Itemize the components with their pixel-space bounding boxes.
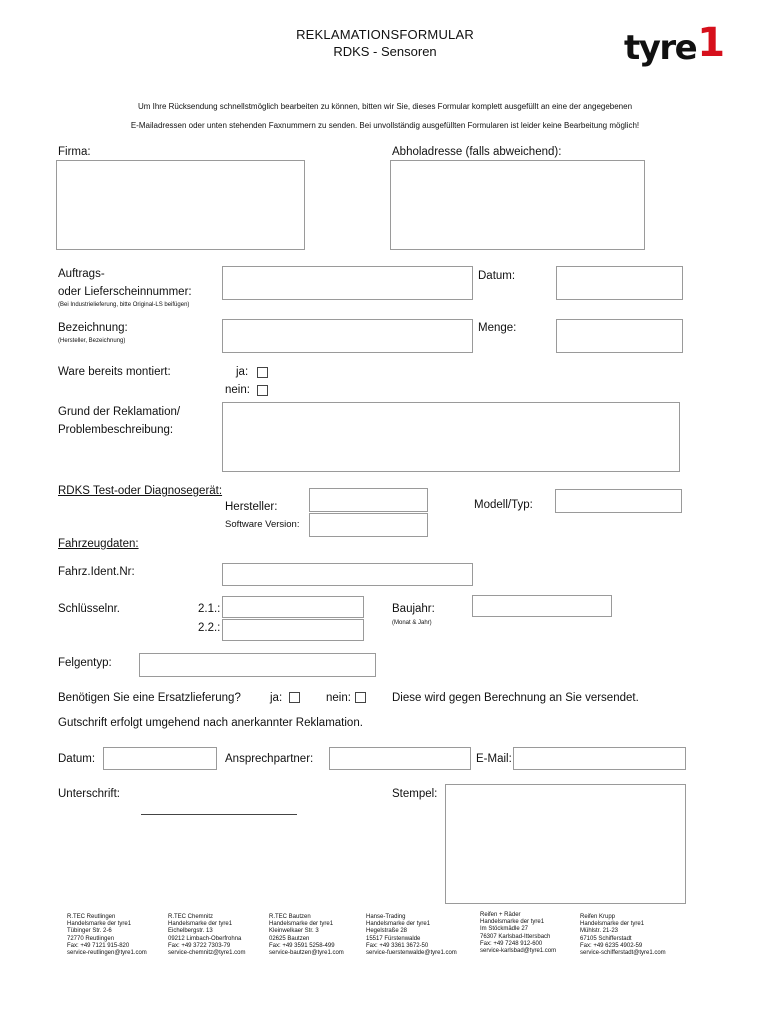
- schluessel-21-field[interactable]: [222, 596, 364, 618]
- montiert-ja-label: ja:: [236, 366, 249, 378]
- ersatzlieferung-label: Benötigen Sie eine Ersatzlieferung?: [58, 692, 241, 704]
- modell-typ-label: Modell/Typ:: [474, 499, 533, 511]
- footer-address-bautzen: R.TEC Bautzen Handelsmarke der tyre1 Kleinwelkaer Str. 3 02625 Bautzen Fax: +49 3591 5258-499 service-bautzen@tyre1.com: [269, 914, 344, 957]
- tyre1-logo: [624, 20, 724, 68]
- auftrags-label-1: Auftrags-: [58, 268, 105, 280]
- ersatz-ja-checkbox[interactable]: [289, 692, 300, 703]
- gutschrift-text: Gutschrift erfolgt umgehend nach anerkannter Reklamation.: [58, 717, 363, 729]
- intro-line-2: E-Mailadressen oder unten stehenden Faxnummern zu senden. Bei unvollständig ausgefüllten Formularen ist leider keine Bearbeitung möglich!: [130, 121, 640, 130]
- schluessel-22-label: 2.2.:: [198, 622, 221, 634]
- ersatz-ja-label: ja:: [270, 692, 283, 704]
- montiert-nein-label: nein:: [225, 384, 250, 396]
- grund-label-2: Problembeschreibung:: [58, 424, 174, 436]
- montiert-ja-checkbox[interactable]: [257, 367, 268, 378]
- schluessel-22-field[interactable]: [222, 619, 364, 641]
- abholadresse-label: Abholadresse (falls abweichend):: [392, 146, 562, 158]
- firma-field[interactable]: [56, 160, 305, 250]
- modell-typ-field[interactable]: [555, 489, 682, 513]
- hersteller-field[interactable]: [309, 488, 428, 512]
- menge-label: Menge:: [478, 322, 517, 334]
- datum2-field[interactable]: [103, 747, 217, 770]
- intro-line-1: Um Ihre Rücksendung schnellstmöglich bearbeiten zu können, bitten wir Sie, dieses Formular komplett ausgefüllt an eine der angegebenen: [137, 102, 633, 111]
- logo-text: tyre: [624, 28, 697, 68]
- rdks-test-heading: RDKS Test-oder Diagnosegerät:: [58, 485, 223, 497]
- menge-field[interactable]: [556, 319, 683, 353]
- baujahr-hint: (Monat & Jahr): [392, 620, 432, 626]
- baujahr-label: Baujahr:: [392, 603, 435, 615]
- form-subtitle: RDKS - Sensoren: [333, 44, 437, 59]
- montiert-nein-checkbox[interactable]: [257, 385, 268, 396]
- fahrz-ident-field[interactable]: [222, 563, 473, 586]
- firma-label: Firma:: [58, 146, 91, 158]
- unterschrift-line[interactable]: [141, 814, 297, 815]
- email-field[interactable]: [513, 747, 686, 770]
- auftrags-field[interactable]: [222, 266, 473, 300]
- schluesselnr-label: Schlüsselnr.: [58, 603, 121, 615]
- stempel-label: Stempel:: [392, 788, 438, 800]
- footer-address-reutlingen: R.TEC Reutlingen Handelsmarke der tyre1 Tübinger Str. 2-6 72770 Reutlingen Fax: +49 7121 915-820 service-reutlingen@tyre1.com: [67, 914, 147, 957]
- bezeichnung-label: Bezeichnung:: [58, 322, 128, 334]
- schluessel-21-label: 2.1.:: [198, 603, 221, 615]
- bezeichnung-hint: (Hersteller, Bezeichnung): [58, 338, 126, 344]
- unterschrift-label: Unterschrift:: [58, 788, 120, 800]
- ersatz-nein-label: nein:: [326, 692, 351, 704]
- auftrags-hint: (Bei Industrielieferung, bitte Original-LS beifügen): [58, 302, 190, 308]
- datum-field[interactable]: [556, 266, 683, 300]
- footer-address-karlsbad: Reifen + Räder Handelsmarke der tyre1 Im Stöckmädle 27 76307 Karlsbad-Ittersbach Fax: +49 7248 912-600 service-karlsbad@tyre1.com: [480, 912, 557, 955]
- datum-label: Datum:: [478, 270, 516, 282]
- ansprechpartner-field[interactable]: [329, 747, 471, 770]
- fahrzeugdaten-heading: Fahrzeugdaten:: [58, 538, 139, 550]
- datum2-label: Datum:: [58, 753, 96, 765]
- grund-field[interactable]: [222, 402, 680, 472]
- ware-montiert-label: Ware bereits montiert:: [58, 366, 171, 378]
- footer-address-chemnitz: R.TEC Chemnitz Handelsmarke der tyre1 Eichelbergstr. 13 09212 Limbach-Oberfrohna Fax: +49 3722 7303-79 service-chemnitz@tyre1.com: [168, 914, 246, 957]
- footer-address-schifferstadt: Reifen Krupp Handelsmarke der tyre1 Mühlstr. 21-23 67105 Schifferstadt Fax: +49 6235 4902-59 service-schifferstadt@tyre1.com: [580, 914, 666, 957]
- grund-label-1: Grund der Reklamation/: [58, 406, 181, 418]
- stempel-field[interactable]: [445, 784, 686, 904]
- ersatz-nein-checkbox[interactable]: [355, 692, 366, 703]
- software-version-field[interactable]: [309, 513, 428, 537]
- bezeichnung-field[interactable]: [222, 319, 473, 353]
- logo-digit: 1: [697, 20, 724, 66]
- felgentyp-field[interactable]: [139, 653, 376, 677]
- fahrz-ident-label: Fahrz.Ident.Nr:: [58, 566, 135, 578]
- felgentyp-label: Felgentyp:: [58, 657, 112, 669]
- abholadresse-field[interactable]: [390, 160, 645, 250]
- hersteller-label: Hersteller:: [225, 501, 278, 513]
- email-label: E-Mail:: [476, 753, 512, 765]
- baujahr-field[interactable]: [472, 595, 612, 617]
- software-version-label: Software Version:: [225, 519, 300, 530]
- auftrags-label-2: oder Lieferscheinnummer:: [58, 286, 192, 298]
- form-title: REKLAMATIONSFORMULAR: [296, 27, 474, 42]
- footer-address-fuerstenwalde: Hanse-Trading Handelsmarke der tyre1 Hegelstraße 28 15517 Fürstenwalde Fax: +49 3361 3672-50 service-fuerstenwalde@tyre1.com: [366, 914, 457, 957]
- ansprechpartner-label: Ansprechpartner:: [225, 753, 314, 765]
- ersatz-note: Diese wird gegen Berechnung an Sie versendet.: [392, 692, 639, 704]
